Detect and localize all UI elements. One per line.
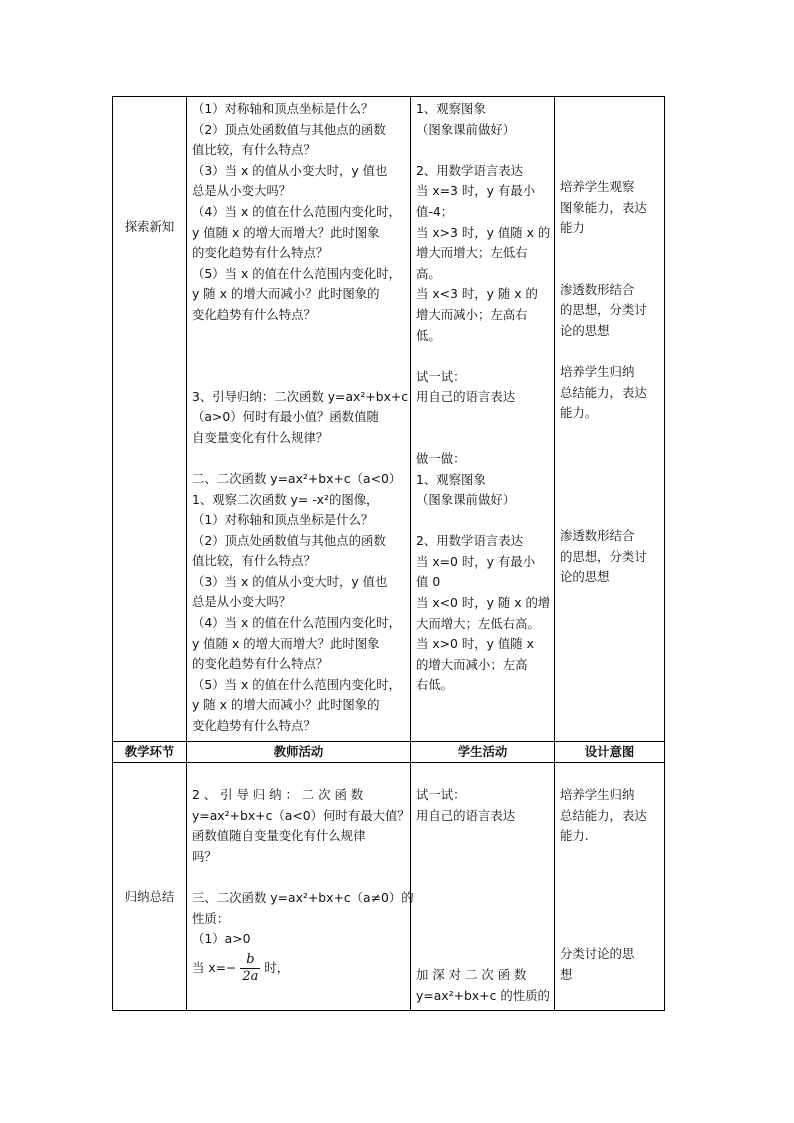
stage-label: 归纳总结 xyxy=(124,888,175,904)
text-line: y 值随 x 的增大而增大？此时图象 xyxy=(192,635,380,651)
stage-cell-summary xyxy=(113,762,187,1010)
text-line: y 随 x 的增大而减小？此时图象的 xyxy=(192,286,380,302)
text-line: 试一试： xyxy=(416,368,466,384)
student-lines-4 xyxy=(416,449,549,511)
text-line: 渗透数形结合 xyxy=(560,527,635,543)
text-line: 增大而增大；左低右 xyxy=(416,245,528,261)
teacher-lines-2 xyxy=(192,387,409,449)
text-line: 能力 xyxy=(560,220,585,236)
text-line: 当 x<0 时，y 随 x 的增 xyxy=(416,595,551,611)
header-teacher: 教师活动 xyxy=(187,741,411,762)
text-line: 当 x=3 时，y 有最小 xyxy=(416,183,536,199)
text-line: 1、观察图象 xyxy=(416,471,486,487)
teacher-activity-text xyxy=(187,763,414,985)
teacher-lines-1 xyxy=(192,99,405,326)
text-line: （1）对称轴和顶点坐标是什么？ xyxy=(192,101,374,116)
text-line: （5）当 x 的值在什么范围内变化时， xyxy=(192,676,401,692)
table-row-explore xyxy=(113,97,665,742)
text-line: 2 、 引 导 归 纳 ： 二 次 函 数 xyxy=(192,787,364,803)
text-line: 三、二次函数 y=ax²+bx+c（a≠0）的 xyxy=(192,890,414,906)
text-line: （a>0）何时有最小值？函数值随 xyxy=(192,409,379,425)
text-line: 当 x=0 时，y 有最小 xyxy=(416,553,536,569)
text-line: 能力。 xyxy=(560,405,598,421)
text-line: 培养学生归纳 xyxy=(560,787,635,803)
text-line: （5）当 x 的值在什么范围内变化时， xyxy=(192,265,401,281)
text-line: 能力. xyxy=(560,828,589,844)
teacher-lines-3 xyxy=(192,469,405,737)
text-line: 渗透数形结合 xyxy=(560,281,635,297)
text-line: 大而增大；左低右高。 xyxy=(416,615,540,631)
text-line: 变化趋势有什么特点？ xyxy=(192,718,316,734)
teacher-activity-text xyxy=(187,97,410,741)
text-line: 2、用数学语言表达 xyxy=(416,533,524,549)
vertex-formula-line xyxy=(192,952,405,985)
text-line: 的变化趋势有什么特点？ xyxy=(192,656,329,672)
text-line: 1、观察图象 xyxy=(416,101,486,116)
intent-lines-4 xyxy=(560,526,659,588)
design-intent-text xyxy=(555,763,664,986)
text-line: y=ax²+bx+c（a<0）何时有最大值？ xyxy=(192,807,410,823)
header-student: 学生活动 xyxy=(411,741,555,762)
text-line: 3、引导归纳：二次函数 y=ax²+bx+c xyxy=(192,388,409,404)
lesson-plan-table xyxy=(112,96,665,1011)
fraction-denominator: 2a xyxy=(242,968,259,984)
text-line: 总是从小变大吗？ xyxy=(192,183,292,199)
text-line: 值比较，有什么特点？ xyxy=(192,142,316,158)
text-line: y=ax²+bx+c 的性质的 xyxy=(416,988,550,1003)
text-line: 自变量变化有什么规律？ xyxy=(192,429,329,445)
text-line: 高。 xyxy=(416,265,441,281)
text-line: y 随 x 的增大而减小？此时图象的 xyxy=(192,697,380,713)
fraction-numerator: b xyxy=(240,952,260,969)
student-activity-cell xyxy=(411,97,555,742)
text-line: 值比较，有什么特点？ xyxy=(192,553,316,569)
teacher-activity-cell xyxy=(187,762,414,1010)
text-line: 2、用数学语言表达 xyxy=(416,162,524,178)
table-header-row xyxy=(113,741,665,762)
design-intent-cell xyxy=(555,762,665,1010)
text-line: 二、二次函数 y=ax²+bx+c（a<0） xyxy=(192,470,402,486)
vertex-prefix: 当 x=− xyxy=(192,959,237,975)
text-line: 做一做： xyxy=(416,450,466,466)
design-intent-text xyxy=(555,97,664,588)
text-line: （4）当 x 的值在什么范围内变化时， xyxy=(192,203,401,219)
summary-student-lines-1 xyxy=(416,785,549,826)
student-activity-text xyxy=(411,97,554,696)
text-line: （图象课前做好） xyxy=(416,121,516,137)
text-line: 值 0 xyxy=(416,574,441,590)
text-line: 论的思想 xyxy=(560,322,610,338)
text-line: 的思想，分类讨 xyxy=(560,548,647,564)
stage-cell-explore xyxy=(113,97,187,742)
intent-lines-2 xyxy=(560,280,659,342)
text-line: 当 x>3 时，y 值随 x 的 xyxy=(416,224,551,240)
text-line: （3）当 x 的值从小变大时，y 值也 xyxy=(192,162,388,178)
text-line: 的变化趋势有什么特点？ xyxy=(192,245,329,261)
text-line: 试一试： xyxy=(416,787,466,803)
text-line: （1）a>0 xyxy=(192,931,251,947)
text-line: 1、观察二次函数 y= -x²的图像， xyxy=(192,491,379,507)
text-line: 右低。 xyxy=(416,677,454,693)
text-line: 加 深 对 二 次 函 数 xyxy=(416,967,527,983)
teacher-activity-cell xyxy=(187,97,411,742)
student-lines-1 xyxy=(416,99,549,140)
header-stage: 教学环节 xyxy=(113,741,187,762)
text-line: 总是从小变大吗？ xyxy=(192,594,292,610)
text-line: 值-4； xyxy=(416,203,454,219)
text-line: （3）当 x 的值从小变大时，y 值也 xyxy=(192,573,388,589)
fraction-b-over-2a xyxy=(240,952,260,985)
text-line: （2）顶点处函数值与其他点的函数 xyxy=(192,532,386,548)
text-line: 低。 xyxy=(416,327,441,343)
student-activity-cell xyxy=(411,762,555,1010)
text-line: （图象课前做好） xyxy=(416,492,516,508)
text-line: （1）对称轴和顶点坐标是什么？ xyxy=(192,512,374,528)
text-line: 培养学生归纳 xyxy=(560,364,635,380)
summary-student-lines-2 xyxy=(416,965,549,1006)
text-line: 总结能力，表达 xyxy=(560,384,647,400)
stage-label: 探索新知 xyxy=(124,219,175,234)
text-line: 图象能力，表达 xyxy=(560,199,647,215)
text-line: y 值随 x 的增大而增大？此时图象 xyxy=(192,224,380,240)
text-line: 培养学生观察 xyxy=(560,179,635,194)
student-lines-5 xyxy=(416,531,549,696)
text-line: 用自己的语言表达 xyxy=(416,807,516,823)
text-line: 论的思想 xyxy=(560,569,610,585)
text-line: 分类讨论的思 xyxy=(560,946,635,961)
intent-lines-3 xyxy=(560,362,659,424)
text-line: 函数值随自变量变化有什么规律 xyxy=(192,828,366,844)
summary-intent-lines-1 xyxy=(560,785,659,847)
summary-intent-lines-2 xyxy=(560,944,659,985)
text-line: 当 x>0 时，y 值随 x xyxy=(416,636,534,652)
summary-teacher-lines-2 xyxy=(192,888,414,950)
text-line: 的思想，分类讨 xyxy=(560,302,647,318)
text-line: 变化趋势有什么特点？ xyxy=(192,306,316,322)
design-intent-cell xyxy=(555,97,665,742)
intent-lines-1 xyxy=(560,177,659,239)
text-line: （2）顶点处函数值与其他点的函数 xyxy=(192,121,386,137)
student-lines-2 xyxy=(416,161,549,346)
text-line: 性质： xyxy=(192,910,230,926)
text-line: 的增大而减小；左高 xyxy=(416,656,528,672)
student-activity-text xyxy=(411,763,554,1007)
text-line: 想 xyxy=(560,966,573,982)
text-line: 总结能力，表达 xyxy=(560,807,647,823)
text-line: （4）当 x 的值在什么范围内变化时， xyxy=(192,615,401,631)
vertex-suffix: 时， xyxy=(264,959,290,975)
summary-teacher-lines-1 xyxy=(192,785,410,867)
text-line: 增大而减小；左高右 xyxy=(416,306,528,322)
text-line: 用自己的语言表达 xyxy=(416,389,516,405)
text-line: 当 x<3 时，y 随 x 的 xyxy=(416,286,538,302)
text-line: 吗？ xyxy=(192,849,217,864)
header-intent: 设计意图 xyxy=(555,741,665,762)
student-lines-3 xyxy=(416,367,549,408)
table-row-summary xyxy=(113,762,665,1010)
